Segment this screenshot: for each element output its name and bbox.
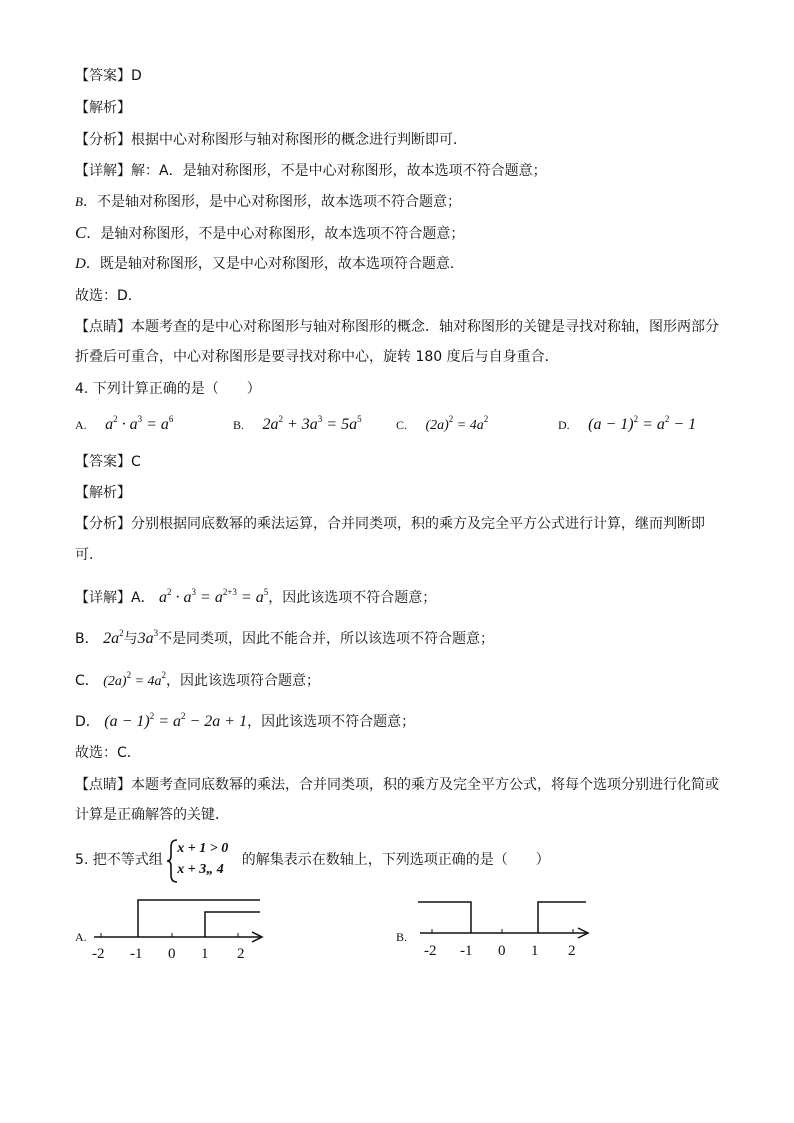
option-expr: $(2a)^2 = 4a^2$ — [425, 414, 489, 433]
tick-label: -2 — [424, 943, 437, 959]
detail-d-line — [75, 254, 464, 274]
q4-choose: 故选：C． — [75, 745, 141, 761]
detail-text: ．是轴对称图形，不是中心对称图形，故本选项不符合题意； — [86, 226, 465, 242]
detail-prefix: B． — [75, 631, 99, 647]
tick-label: 1 — [531, 943, 539, 959]
q4-option-c — [396, 414, 488, 434]
detail-c-line — [75, 223, 464, 244]
tick-label: -1 — [460, 943, 473, 959]
q4-stem: 4. 下列计算正确的是（ ） — [75, 381, 261, 397]
solution-ray-1 — [138, 900, 260, 937]
q5-stem — [75, 838, 550, 882]
analysis-heading: 【解析】 — [75, 100, 131, 116]
solution-ray-1 — [418, 902, 471, 933]
q4-answer: 【答案】C — [75, 454, 141, 470]
solution-ray-2 — [205, 912, 260, 937]
number-line-b — [416, 895, 596, 947]
dianjing-line-1: 【点睛】本题考查的是中心对称图形与轴对称图形的概念．轴对称图形的关键是寻找对称轴，图形两部分 — [75, 319, 719, 335]
tick-label: 2 — [237, 946, 245, 962]
detail-formula: $(2a)^2 = 4a^2$ — [103, 670, 167, 689]
inequality-row-1: x + 1 > 0 — [177, 841, 229, 856]
q4-fenxi-1: 【分析】分别根据同底数幂的乘法运算，合并同类项，积的乘方及完全平方公式进行计算，继而判断即 — [75, 516, 705, 532]
q4-analysis-heading: 【解析】 — [75, 485, 131, 501]
detail-prefix: 【详解】A． — [75, 590, 155, 606]
detail-suffix: 不是同类项，因此不能合并，所以该选项不符合题意； — [158, 631, 495, 647]
option-letter: B — [75, 194, 83, 209]
option-label: B. — [233, 418, 245, 432]
detail-formula: $a^2 \cdot a^3 = a^{2+3} = a^5$ — [159, 587, 269, 606]
detail-prefix: D． — [75, 714, 100, 730]
tick-label: 0 — [498, 943, 506, 959]
q4-detail-c — [75, 665, 320, 692]
detail-mid: 与 — [123, 631, 138, 647]
q4-dianjing-1: 【点睛】本题考查同底数幂的乘法，合并同类项，积的乘方及完全平方公式，将每个选项分别进行化简或 — [75, 777, 719, 793]
inequality-system — [167, 839, 237, 881]
choose-line: 故选：D． — [75, 288, 142, 304]
number-line-a — [90, 895, 270, 947]
option-letter: D — [75, 256, 86, 272]
option-expr: $a^2 \cdot a^3 = a^6$ — [105, 414, 174, 433]
detail-suffix: ，因此该选项符合题意； — [166, 673, 321, 689]
q4-detail-a — [75, 582, 436, 608]
option-label: A. — [75, 418, 87, 432]
q4-fenxi-2: 可． — [75, 547, 103, 563]
detail-prefix: C． — [75, 673, 99, 689]
option-letter: C — [75, 223, 87, 242]
q4-detail-b — [75, 623, 494, 649]
q5-option-b-label: B. — [396, 930, 408, 944]
q4-option-b — [233, 414, 362, 434]
option-label: C. — [396, 418, 408, 432]
q4-option-a — [75, 414, 173, 434]
q4-detail-d — [75, 706, 415, 732]
option-label: D. — [558, 418, 570, 432]
tick-label: 2 — [568, 943, 576, 959]
q5-option-a-label: A. — [75, 930, 87, 944]
detail-a-line: 【详解】解：A．是轴对称图形，不是中心对称图形，故本选项不符合题意； — [75, 163, 547, 179]
fenxi-line: 【分析】根据中心对称图形与轴对称图形的概念进行判断即可． — [75, 132, 467, 148]
tick-label: -2 — [92, 946, 105, 962]
detail-formula: $2a^2$ — [103, 628, 124, 647]
detail-b-line — [75, 192, 461, 212]
detail-suffix: ，因此该选项不符合题意； — [268, 590, 437, 606]
option-expr: $2a^2 + 3a^3 = 5a^5$ — [262, 414, 362, 433]
detail-suffix: ，因此该选项不符合题意； — [247, 714, 416, 730]
stem-prefix: 5. 把不等式组 — [75, 852, 163, 868]
option-expr: $(a - 1)^2 = a^2 - 1$ — [588, 414, 697, 433]
answer-line: 【答案】D — [75, 68, 142, 84]
detail-text: ．既是轴对称图形，又是中心对称图形，故本选项符合题意． — [85, 256, 464, 272]
tick-label: 1 — [201, 946, 209, 962]
detail-formula: $3a^3$ — [137, 628, 159, 647]
inequality-row-2: x + 3„ 4 — [177, 862, 224, 877]
tick-label: -1 — [130, 946, 143, 962]
detail-text: ．不是轴对称图形，是中心对称图形，故本选项不符合题意； — [82, 194, 461, 210]
detail-formula: $(a - 1)^2 = a^2 - 2a + 1$ — [104, 711, 248, 730]
q4-option-d — [558, 414, 696, 434]
stem-suffix: 的解集表示在数轴上，下列选项正确的是（ ） — [241, 852, 550, 868]
tick-label: 0 — [168, 946, 176, 962]
dianjing-line-2: 折叠后可重合，中心对称图形是要寻找对称中心，旋转 180 度后与自身重合． — [75, 349, 559, 365]
q4-dianjing-2: 计算是正确解答的关键． — [75, 807, 229, 823]
